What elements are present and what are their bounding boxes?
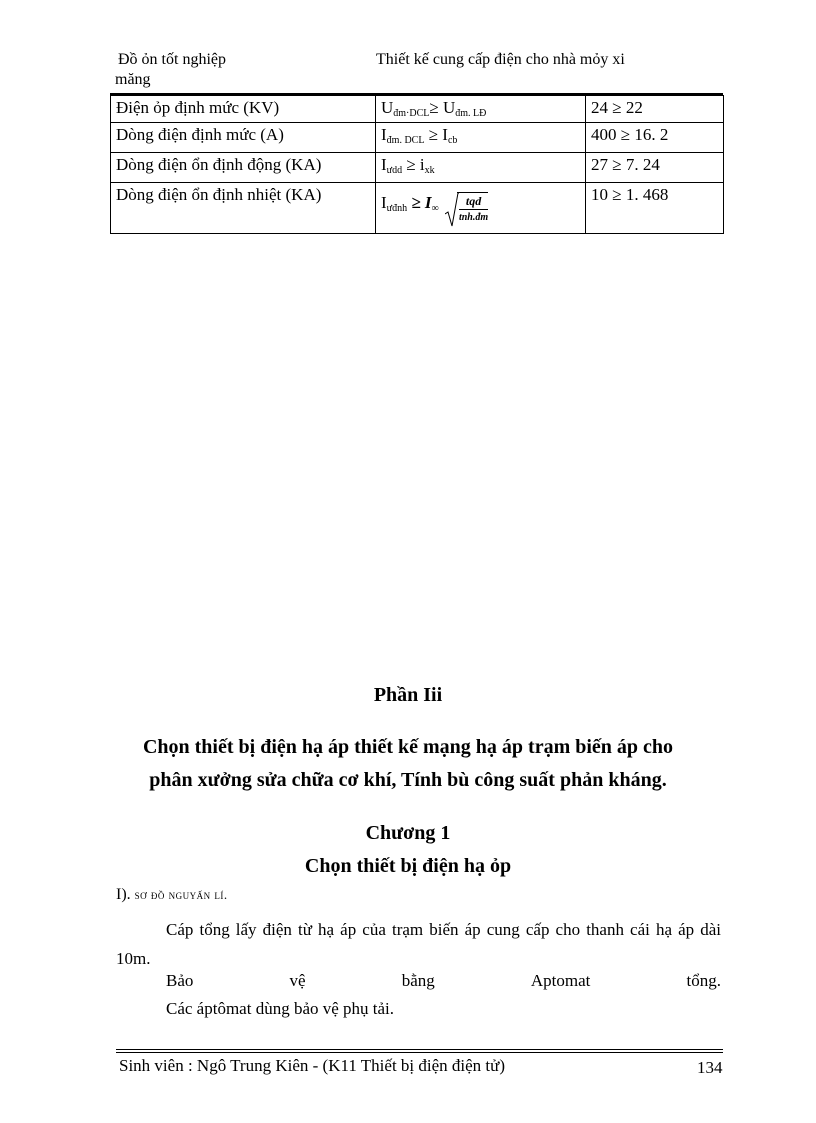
formula-relation: ≥ I bbox=[407, 193, 432, 212]
paragraph-word: Aptomat bbox=[530, 971, 591, 990]
footer-rule bbox=[116, 1049, 723, 1050]
formula-subscript: ưdd bbox=[386, 165, 403, 176]
table-cell-value: 27 ≥ 7. 24 bbox=[586, 153, 724, 183]
radical-sign-icon bbox=[445, 192, 459, 228]
formula-subscript: đm·DCL bbox=[393, 108, 430, 119]
table-row bbox=[111, 96, 724, 123]
table-cell-value: 400 ≥ 16. 2 bbox=[586, 123, 724, 153]
table-cell-label: Dòng điện ổn định nhiệt (KA) bbox=[111, 183, 376, 234]
part-title: Phần Iii bbox=[373, 684, 443, 706]
fraction-numerator: tqd bbox=[459, 193, 488, 210]
formula-relation: ≥ I bbox=[424, 125, 448, 144]
spec-table bbox=[110, 95, 724, 234]
sqrt-expression bbox=[457, 192, 488, 226]
formula-relation: ≥ i bbox=[402, 155, 425, 174]
table-cell-formula bbox=[376, 153, 586, 183]
formula-symbol: I bbox=[381, 125, 387, 144]
header-right: Thiết kế cung cấp điện cho nhà mỏy xi bbox=[376, 51, 625, 68]
paragraph-word: Bảo bbox=[166, 971, 194, 990]
section-heading bbox=[116, 886, 228, 904]
formula-subscript: ∞ bbox=[431, 203, 439, 214]
paragraph-word: vệ bbox=[289, 971, 306, 990]
paragraph-1: Cáp tổng lấy điện từ hạ áp của trạm biến áp cung cấp cho thanh cái hạ áp dài 10m. bbox=[116, 920, 721, 968]
paragraph-2 bbox=[166, 970, 721, 992]
table-cell-formula bbox=[376, 123, 586, 153]
table-cell-label: Điện ỏp định mức (KV) bbox=[111, 96, 376, 123]
page-number: 134 bbox=[697, 1058, 723, 1077]
footer-rule bbox=[116, 1052, 723, 1053]
footer-text: Sinh viên : Ngô Trung Kiên - (K11 Thiết bị điện điện tử) bbox=[119, 1056, 506, 1075]
formula-subscript: đm. DCL bbox=[386, 135, 425, 146]
section-title: sơ đồ nguyấn lí. bbox=[134, 887, 228, 902]
section-prefix: I). bbox=[116, 886, 131, 903]
chapter-title: Chọn thiết bị điện hạ ỏp bbox=[304, 855, 512, 877]
formula-subscript: ưđnh bbox=[386, 203, 408, 214]
formula-symbol: I bbox=[381, 193, 387, 212]
formula-subscript: cb bbox=[447, 135, 458, 146]
paragraph-word: tổng. bbox=[686, 971, 721, 990]
part-subtitle-line2: phân xưởng sửa chữa cơ khí, Tính bù công suất phản kháng. bbox=[149, 769, 667, 791]
formula-expression bbox=[381, 193, 439, 214]
part-subtitle-line1: Chọn thiết bị điện hạ áp thiết kế mạng hạ áp trạm biến áp cho bbox=[142, 736, 674, 758]
table-cell-label: Dòng điện định mức (A) bbox=[111, 123, 376, 153]
table-row bbox=[111, 183, 724, 234]
header-left-line1: Đồ ỏn tốt nghiệp bbox=[118, 51, 226, 68]
formula-subscript: đm. LĐ bbox=[455, 108, 487, 119]
fraction bbox=[457, 192, 488, 226]
table-cell-value: 10 ≥ 1. 468 bbox=[586, 183, 724, 234]
table-cell-label: Dòng điện ổn định động (KA) bbox=[111, 153, 376, 183]
table-row bbox=[111, 123, 724, 153]
formula-subscript: xk bbox=[424, 165, 435, 176]
paragraph-3: Các áptômat dùng bảo vệ phụ tải. bbox=[166, 999, 395, 1018]
formula-symbol: I bbox=[381, 155, 387, 174]
formula-relation: ≥ U bbox=[429, 98, 456, 117]
chapter-number: Chương 1 bbox=[365, 822, 451, 844]
table-row bbox=[111, 153, 724, 183]
fraction-denominator: tnh.đm bbox=[458, 212, 489, 223]
formula-symbol: U bbox=[381, 98, 394, 117]
table-cell-formula bbox=[376, 183, 586, 234]
table-cell-formula bbox=[376, 96, 586, 123]
header-left-line2: măng bbox=[115, 71, 151, 88]
table-cell-value: 24 ≥ 22 bbox=[586, 96, 724, 123]
paragraph-word: bằng bbox=[401, 971, 435, 990]
